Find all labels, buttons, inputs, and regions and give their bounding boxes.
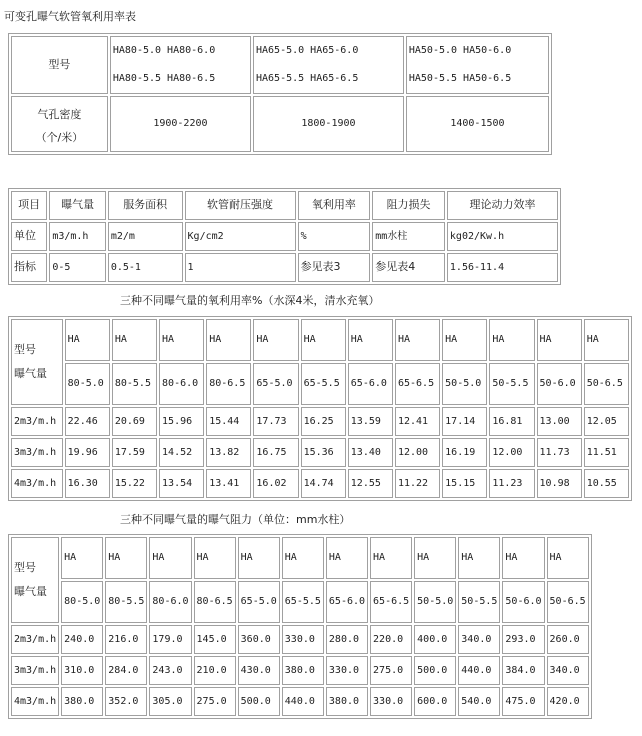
table-cell: 280.0 [326,625,368,654]
model-prefix-cell: HA [489,319,534,361]
model-number-cell: 80-6.0 [149,581,191,623]
table-cell: 360.0 [238,625,280,654]
table-cell: 16.81 [489,407,534,436]
page-title: 可变孔曝气软管氧利用率表 [4,10,136,23]
model-prefix-cell: HA [65,319,110,361]
table-cell: 380.0 [61,687,103,716]
table-cell: 600.0 [414,687,456,716]
cell-line: HA65-5.0 HA65-6.0 [256,45,359,56]
model-number-cell: 65-6.5 [395,363,440,405]
table-cell: 260.0 [547,625,589,654]
table-cell: 13.41 [206,469,251,498]
row-label-header [11,319,63,405]
row-label-density [11,96,108,152]
table-cell: 475.0 [502,687,544,716]
table-header-row [11,537,589,579]
model-number-cell: 65-5.5 [282,581,324,623]
column-header: 理论动力效率 [447,191,558,220]
table-header-row [11,581,589,623]
table-cell: 179.0 [149,625,191,654]
model-prefix-cell: HA [395,319,440,361]
label-line: 型号 [14,561,36,574]
table-cell: 12.00 [489,438,534,467]
model-prefix-cell: HA [502,537,544,579]
label-line: 气孔密度 [37,108,82,121]
table-cell: 13.54 [159,469,204,498]
model-prefix-cell: HA [584,319,629,361]
table-cell: 参见表4 [372,253,445,282]
table-cell: 340.0 [547,656,589,685]
table-row [11,687,589,716]
table-row [11,222,558,251]
model-number-cell: 65-5.5 [301,363,346,405]
table-cell: 20.69 [112,407,157,436]
row-label: 4m3/m.h [11,687,59,716]
table-cell: 14.74 [301,469,346,498]
model-prefix-cell: HA [149,537,191,579]
model-prefix-cell: HA [105,537,147,579]
row-label: 3m3/m.h [11,656,59,685]
table-cell: 384.0 [502,656,544,685]
model-prefix-cell: HA [112,319,157,361]
model-number-cell: 50-6.5 [584,363,629,405]
table-cell: 15.15 [442,469,487,498]
model-number-cell: 80-6.5 [206,363,251,405]
row-label-header [11,537,59,623]
model-number-cell: 65-6.5 [370,581,412,623]
table-cell: 0-5 [49,253,106,282]
table-cell [110,36,251,94]
model-number-cell: 50-6.0 [537,363,582,405]
model-prefix-cell: HA [206,319,251,361]
table-cell: 275.0 [194,687,236,716]
row-label: 2m3/m.h [11,625,59,654]
table-cell: 16.19 [442,438,487,467]
table-cell: kg02/Kw.h [447,222,558,251]
row-label: 3m3/m.h [11,438,63,467]
model-prefix-cell: HA [326,537,368,579]
oxygen-utilization-table [8,316,632,501]
model-number-cell: 80-6.0 [159,363,204,405]
table-cell: 13.00 [537,407,582,436]
table-cell: 15.44 [206,407,251,436]
model-prefix-cell: HA [194,537,236,579]
table4-caption: 三种不同曝气量的曝气阻力（单位：mm水柱） [120,513,351,526]
label-line: 曝气量 [14,367,47,380]
table-header-row [11,363,629,405]
row-label: 2m3/m.h [11,407,63,436]
model-prefix-cell: HA [159,319,204,361]
table-cell: 243.0 [149,656,191,685]
cell-line: HA50-5.0 HA50-6.0 [408,45,512,56]
column-header: 阻力损失 [372,191,445,220]
table-cell: 1400-1500 [406,96,549,152]
label-line: （个/米） [35,131,84,144]
table-row [11,438,629,467]
table-cell: 15.36 [301,438,346,467]
table-cell: 352.0 [105,687,147,716]
model-prefix-cell: HA [442,319,487,361]
model-prefix-cell: HA [61,537,103,579]
column-header: 服务面积 [108,191,183,220]
model-prefix-cell: HA [282,537,324,579]
table-cell: 参见表3 [298,253,371,282]
table-cell: 13.40 [348,438,393,467]
table-cell: 11.51 [584,438,629,467]
table-cell: 11.22 [395,469,440,498]
table-cell: 12.05 [584,407,629,436]
model-number-cell: 80-5.0 [61,581,103,623]
table-row [11,469,629,498]
aeration-resistance-table [8,534,592,719]
model-prefix-cell: HA [238,537,280,579]
table-cell: % [298,222,371,251]
table-cell: Kg/cm2 [185,222,296,251]
table-cell: m2/m [108,222,183,251]
table-row [11,96,549,152]
table-cell: 500.0 [238,687,280,716]
model-prefix-cell: HA [537,319,582,361]
label-line: 曝气量 [14,585,47,598]
model-prefix-cell: HA [348,319,393,361]
cell-line: HA80-5.5 HA80-6.5 [112,73,216,84]
table-cell: 16.25 [301,407,346,436]
model-number-cell: 50-6.0 [502,581,544,623]
model-number-cell: 65-6.0 [348,363,393,405]
table-cell: 293.0 [502,625,544,654]
table-cell: 540.0 [458,687,500,716]
table-cell: 305.0 [149,687,191,716]
model-number-cell: 80-6.5 [194,581,236,623]
cell-line: HA50-5.5 HA50-6.5 [408,73,512,84]
model-prefix-cell: HA [370,537,412,579]
row-label-model: 型号 [11,36,108,94]
table-cell: 440.0 [282,687,324,716]
cell-line: HA80-5.0 HA80-6.0 [112,45,216,56]
table-cell: 16.30 [65,469,110,498]
table-cell: 500.0 [414,656,456,685]
table-cell: 15.96 [159,407,204,436]
model-prefix-cell: HA [547,537,589,579]
table-cell: 12.00 [395,438,440,467]
table-cell: 275.0 [370,656,412,685]
row-label: 4m3/m.h [11,469,63,498]
table-cell: 10.55 [584,469,629,498]
column-header: 曝气量 [49,191,106,220]
table-cell: 380.0 [326,687,368,716]
model-number-cell: 65-5.0 [238,581,280,623]
table-cell: 1.56-11.4 [447,253,558,282]
table-row [11,253,558,282]
table-cell: 400.0 [414,625,456,654]
model-number-cell: 65-6.0 [326,581,368,623]
table-cell: 11.73 [537,438,582,467]
label-line: 型号 [14,343,36,356]
table-cell: 1800-1900 [253,96,404,152]
table-cell: 12.41 [395,407,440,436]
column-header: 项目 [11,191,47,220]
model-number-cell: 80-5.5 [105,581,147,623]
table-cell: 15.22 [112,469,157,498]
table-cell: 216.0 [105,625,147,654]
table-cell: 19.96 [65,438,110,467]
table-cell: 310.0 [61,656,103,685]
table-row [11,656,589,685]
table-cell: 284.0 [105,656,147,685]
table-row [11,407,629,436]
table-cell: 12.55 [348,469,393,498]
table-cell: 17.59 [112,438,157,467]
table3-caption: 三种不同曝气量的氧利用率%（水深4米，清水充氧） [120,294,380,307]
table-row [11,36,549,94]
model-number-cell: 80-5.0 [65,363,110,405]
table-cell: 380.0 [282,656,324,685]
model-prefix-cell: HA [458,537,500,579]
table-cell: 22.46 [65,407,110,436]
table-cell: mm水柱 [372,222,445,251]
model-number-cell: 50-5.5 [458,581,500,623]
model-number-cell: 50-5.0 [414,581,456,623]
table-cell [253,36,404,94]
model-density-table [8,33,552,155]
model-prefix-cell: HA [253,319,298,361]
model-number-cell: 50-6.5 [547,581,589,623]
table-cell: 10.98 [537,469,582,498]
table-cell: 17.14 [442,407,487,436]
table-cell: 16.02 [253,469,298,498]
table-cell: 13.59 [348,407,393,436]
table-cell: 11.23 [489,469,534,498]
table-cell: 440.0 [458,656,500,685]
table-cell: m3/m.h [49,222,106,251]
table-row [11,625,589,654]
table-header-row [11,191,558,220]
table-cell: 1900-2200 [110,96,251,152]
table-cell: 13.82 [206,438,251,467]
model-prefix-cell: HA [301,319,346,361]
specification-table [8,188,561,285]
table-cell: 14.52 [159,438,204,467]
table-cell: 240.0 [61,625,103,654]
table-cell: 指标 [11,253,47,282]
table-cell: 220.0 [370,625,412,654]
model-prefix-cell: HA [414,537,456,579]
model-number-cell: 65-5.0 [253,363,298,405]
column-header: 软管耐压强度 [185,191,296,220]
table-cell: 330.0 [370,687,412,716]
column-header: 氧利用率 [298,191,371,220]
table-cell: 0.5-1 [108,253,183,282]
cell-line: HA65-5.5 HA65-6.5 [256,73,359,84]
table-cell: 16.75 [253,438,298,467]
table-cell: 430.0 [238,656,280,685]
model-number-cell: 80-5.5 [112,363,157,405]
model-number-cell: 50-5.0 [442,363,487,405]
model-number-cell: 50-5.5 [489,363,534,405]
table-cell: 340.0 [458,625,500,654]
table-cell: 330.0 [326,656,368,685]
table-cell: 单位 [11,222,47,251]
table-cell: 1 [185,253,296,282]
table-cell [406,36,549,94]
table-cell: 145.0 [194,625,236,654]
table-cell: 420.0 [547,687,589,716]
table-header-row [11,319,629,361]
table-cell: 17.73 [253,407,298,436]
table-cell: 330.0 [282,625,324,654]
table-cell: 210.0 [194,656,236,685]
